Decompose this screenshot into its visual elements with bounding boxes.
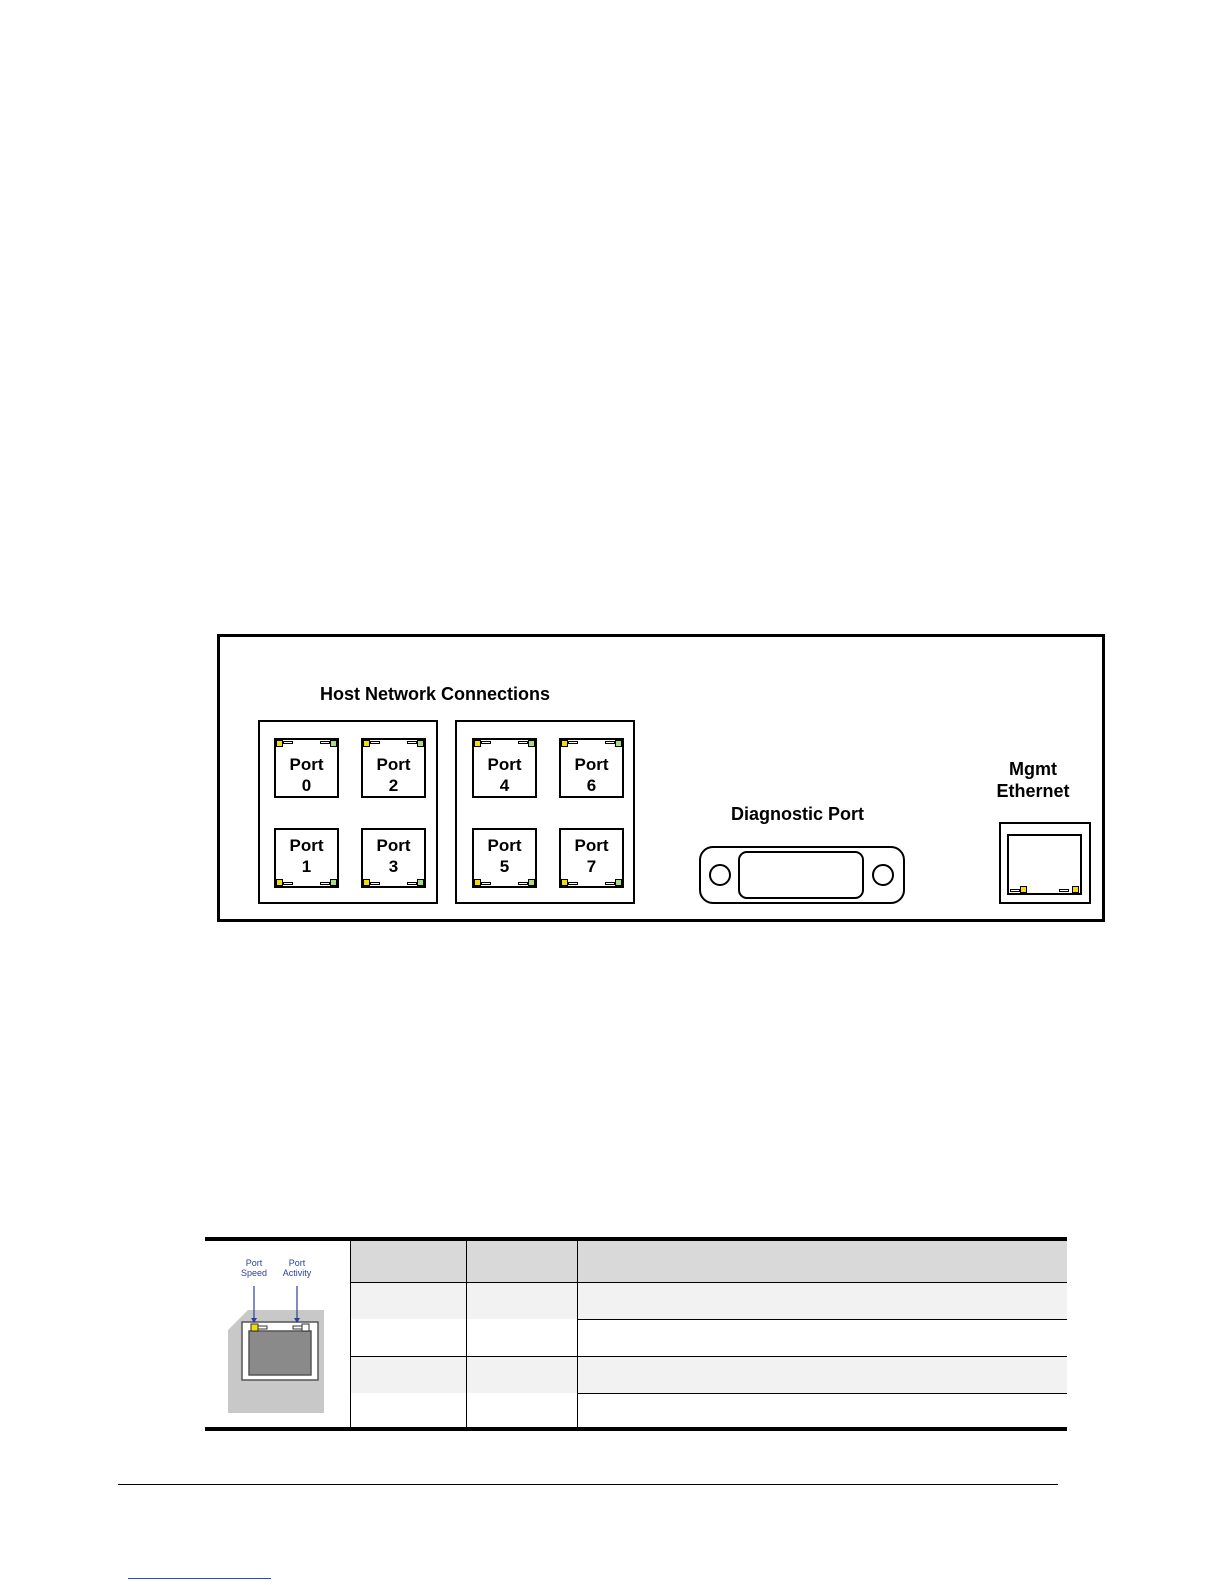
port-activity-led xyxy=(615,740,622,747)
port-label: Port xyxy=(289,755,324,774)
port-speed-led xyxy=(561,879,568,886)
connector-screw-right xyxy=(872,864,894,886)
port-speed-led xyxy=(276,740,283,747)
port-number: 1 xyxy=(301,857,312,876)
port-label: Port xyxy=(376,836,411,855)
port-number: 2 xyxy=(388,776,399,795)
host-network-connections-title: Host Network Connections xyxy=(320,684,551,704)
footer-divider xyxy=(118,1484,1058,1485)
port-speed-led xyxy=(276,879,283,886)
port-activity-led xyxy=(417,879,424,886)
port-number: 3 xyxy=(388,857,399,876)
port-speed-led xyxy=(363,879,370,886)
table-row xyxy=(351,1356,1067,1393)
connector-screw-left xyxy=(709,864,731,886)
mgmt-ethernet-socket xyxy=(1007,834,1082,895)
port-label: Port xyxy=(376,755,411,774)
port-activity-led xyxy=(417,740,424,747)
port-speed-led xyxy=(474,879,481,886)
port-label: Port xyxy=(487,836,522,855)
port-activity-led xyxy=(528,879,535,886)
port-3 xyxy=(361,828,426,888)
port-speed-led xyxy=(363,740,370,747)
diagnostic-port-label: Diagnostic Port xyxy=(731,804,865,824)
port-label: Port xyxy=(574,836,609,855)
port-activity-led xyxy=(615,879,622,886)
port-4 xyxy=(472,738,537,798)
port-activity-led xyxy=(330,879,337,886)
footer-link-underline[interactable] xyxy=(128,1578,271,1579)
port-2 xyxy=(361,738,426,798)
port-number: 7 xyxy=(586,857,597,876)
table-row xyxy=(351,1393,1067,1427)
port-7 xyxy=(559,828,624,888)
port-number: 4 xyxy=(499,776,510,795)
port-label: Port xyxy=(487,755,522,774)
port-1 xyxy=(274,828,339,888)
port-label: Port xyxy=(289,836,324,855)
mgmt-ethernet-label: Mgmt Ethernet xyxy=(996,759,1070,801)
rj45-led-illustration-graphic xyxy=(228,1256,324,1413)
mgmt-activity-led xyxy=(1072,886,1079,893)
port-number: 6 xyxy=(586,776,597,795)
port-label: Port xyxy=(574,755,609,774)
port-speed-led xyxy=(474,740,481,747)
port-6 xyxy=(559,738,624,798)
mgmt-speed-led xyxy=(1020,886,1027,893)
port-speed-led xyxy=(561,740,568,747)
rj45-led-illustration xyxy=(228,1256,324,1413)
table-row xyxy=(351,1319,1067,1356)
port-speed-callout: Port Speed xyxy=(240,1258,268,1278)
table-row xyxy=(351,1282,1067,1319)
table-header-row xyxy=(351,1241,1067,1282)
port-0 xyxy=(274,738,339,798)
port-activity-led xyxy=(330,740,337,747)
port-activity-led xyxy=(528,740,535,747)
diagnostic-port-socket xyxy=(738,851,864,899)
port-5 xyxy=(472,828,537,888)
port-number: 5 xyxy=(499,857,510,876)
port-activity-callout: Port Activity xyxy=(282,1258,312,1278)
port-number: 0 xyxy=(301,776,312,795)
